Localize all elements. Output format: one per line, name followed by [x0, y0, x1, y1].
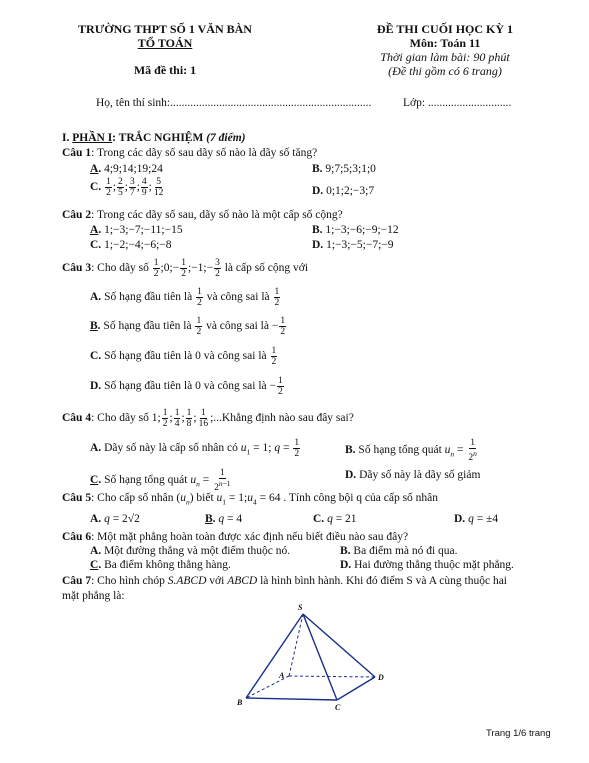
department: TỔ TOÁN — [137, 36, 193, 50]
label-d: D — [378, 673, 384, 682]
q5-option-c[interactable]: C. q = 21 — [313, 513, 357, 525]
edge-cd — [337, 677, 375, 700]
edge-sb — [246, 614, 303, 698]
label-c: C — [335, 703, 341, 712]
q5-option-d[interactable]: D. q = ±4 — [454, 513, 499, 525]
q3-option-b[interactable]: B. Số hạng đầu tiên là $\frac{1}{2}$ và công sai là − $\frac{1}{2}$ — [90, 316, 286, 337]
label-b: B — [237, 698, 243, 707]
q1-option-c[interactable]: C. $\frac{1}{2}$ ; $\frac{2}{5}$ ; $\frac{3}{7}$ ; $\frac{4}{9}$ ; $\frac{5}{12}$ — [90, 177, 164, 198]
edge-bc — [246, 698, 337, 700]
edge-ad — [289, 676, 375, 677]
q5-option-b[interactable]: B. q = 4 — [205, 513, 243, 525]
q4-option-a[interactable]: A. Dãy số này là cấp số nhân có $u_1 = 1$; q = $\frac{1}{2}$ — [90, 438, 300, 459]
page-footer: Trang 1/6 trang — [486, 728, 551, 739]
exam-pages-note: (Đề thi gồm có 6 trang) — [388, 64, 502, 78]
label-a: A — [279, 671, 285, 680]
q3-option-c[interactable]: C. Số hạng đầu tiên là 0 và công sai là $\frac{1}{2}$ — [90, 346, 277, 367]
question-6: Câu 6: Một mặt phẳng hoàn toàn được xác định nếu biết điều nào sau đây? — [62, 531, 409, 543]
question-1: Câu 1: Trong các dãy số sau dãy số nào là dãy số tăng? — [62, 147, 318, 159]
question-4: Câu 4: Cho dãy số 1; $\frac{1}{2}$ ; $\frac{1}{4}$ ; $\frac{1}{8}$ ; $\frac{1}{16}$ ;...Khẳng định nào sau đây sai? — [62, 408, 354, 429]
q3-option-a[interactable]: A. Số hạng đầu tiên là $\frac{1}{2}$ và công sai là $\frac{1}{2}$ — [90, 287, 280, 308]
exam-subject: Môn: Toán 11 — [409, 36, 481, 50]
edge-sc — [303, 614, 337, 700]
q1-option-b[interactable]: B. 9;7;5;3;1;0 — [312, 163, 376, 175]
student-class-field[interactable]: Lớp: ............................. — [403, 97, 512, 109]
question-7: Câu 7: Cho hình chóp S.ABCD với ABCD là hình bình hành. Khi đó điểm S và A cùng thuộc hai — [62, 575, 507, 587]
exam-duration: Thời gian làm bài: 90 phút — [380, 50, 510, 64]
q6-option-a[interactable]: A. Một đường thẳng và một điểm thuộc nó. — [90, 545, 291, 557]
part1-heading: I. PHẦN I: TRẮC NGHIỆM (7 điểm) — [62, 132, 246, 144]
q2-option-b[interactable]: B. 1;−3;−6;−9;−12 — [312, 224, 399, 236]
q1-option-d[interactable]: D. 0;1;2;−3;7 — [312, 185, 375, 197]
q2-option-a[interactable]: A. 1;−3;−7;−11;−15 — [90, 224, 183, 236]
school-name: TRƯỜNG THPT SỐ 1 VĂN BÀN — [78, 22, 252, 36]
question-2: Câu 2: Trong các dãy số sau, dãy số nào là một cấp số cộng? — [62, 209, 343, 221]
q6-option-d[interactable]: D. Hai đường thẳng thuộc mặt phẳng. — [340, 559, 514, 571]
q6-option-b[interactable]: B. Ba điểm mà nó đi qua. — [340, 545, 458, 557]
q5-option-a[interactable]: A. q = 2√2 — [90, 513, 140, 525]
q4-option-d[interactable]: D. Dãy số này là dãy số giảm — [345, 469, 481, 481]
exam-title: ĐỀ THI CUỐI HỌC KỲ 1 — [376, 22, 514, 36]
question-7-line2: mặt phẳng là: — [62, 590, 125, 602]
edge-sd — [303, 614, 375, 677]
q3-option-d[interactable]: D. Số hạng đầu tiên là 0 và công sai là − $\frac{1}{2}$ — [90, 376, 283, 397]
student-name-field[interactable]: Họ, tên thí sinh:...................................................................... — [96, 97, 372, 109]
q1-option-a[interactable]: A. 4;9;14;19;24 — [90, 163, 163, 175]
q2-option-d[interactable]: D. 1;−3;−5;−7;−9 — [312, 239, 394, 251]
pyramid-figure — [225, 600, 395, 712]
exam-code: Mã đề thi: 1 — [133, 63, 197, 77]
q4-option-c[interactable]: C. Số hạng tổng quát $u_n$ = $\frac{1}{2^{n-1}}$ — [90, 468, 231, 494]
q4-option-b[interactable]: B. Số hạng tổng quát $u_n$ = $\frac{1}{2^n}$ — [345, 438, 477, 464]
q6-option-c[interactable]: C. Ba điểm không thẳng hàng. — [90, 559, 231, 571]
question-3: Câu 3: Cho dãy số $\frac{1}{2}$ ;0;− $\frac{1}{2}$ ;−1;− $\frac{3}{2}$ là cấp số cộng với — [62, 258, 309, 279]
question-5: Câu 5: Cho cấp số nhân $(u_n)$ biết $u_1$ = $1;u_4 = 64$ . Tính công bội q của cấp số nhân — [62, 492, 439, 507]
label-s: S — [298, 603, 303, 612]
q2-option-c[interactable]: C. 1;−2;−4;−6;−8 — [90, 239, 172, 251]
